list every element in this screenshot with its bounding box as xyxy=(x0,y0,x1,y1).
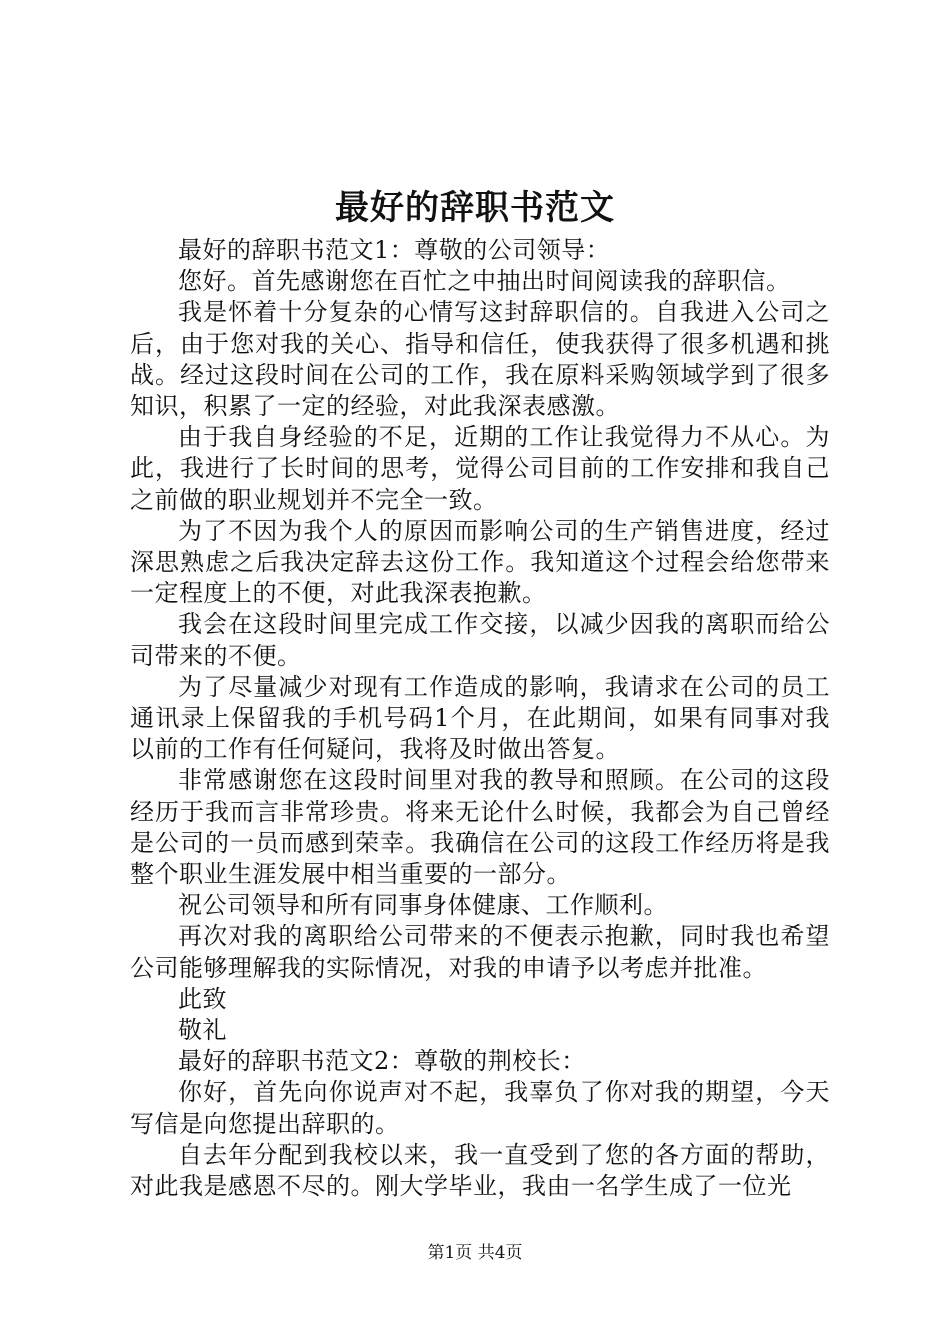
paragraph: 最好的辞职书范文2：尊敬的荆校长： xyxy=(178,1047,586,1076)
document-body xyxy=(130,235,830,1202)
paragraph: 祝公司领导和所有同事身体健康、工作顺利。 xyxy=(178,891,668,920)
document-title: 最好的辞职书范文 xyxy=(335,188,615,228)
paragraph: 你好，首先向你说声对不起，我辜负了你对我的期望，今天写信是向您提出辞职的。 xyxy=(130,1078,830,1138)
paragraph: 为了尽量减少对现有工作造成的影响，我请求在公司的员工通讯录上保留我的手机号码1个月，在此期间，如果有同事对我以前的工作有任何疑问，我将及时做出答复。 xyxy=(130,672,830,764)
page-number: 第1页 共4页 xyxy=(427,1243,523,1263)
paragraph: 为了不因为我个人的原因而影响公司的生产销售进度，经过深思熟虑之后我决定辞去这份工作。我知道这个过程会给您带来一定程度上的不便，对此我深表抱歉。 xyxy=(130,516,830,608)
closing-line: 此致 xyxy=(178,984,227,1013)
paragraph: 我会在这段时间里完成工作交接，以减少因我的离职而给公司带来的不便。 xyxy=(130,610,830,670)
paragraph: 最好的辞职书范文1：尊敬的公司领导： xyxy=(178,236,611,264)
paragraph: 由于我自身经验的不足，近期的工作让我觉得力不从心。为此，我进行了长时间的思考，觉得公司目前的工作安排和我自己之前做的职业规划并不完全一致。 xyxy=(130,423,830,514)
paragraph: 自去年分配到我校以来，我一直受到了您的各方面的帮助，对此我是感恩不尽的。刚大学毕业，我由一名学生成了一位光 xyxy=(130,1140,830,1201)
paragraph: 非常感谢您在这段时间里对我的教导和照顾。在公司的这段经历于我而言非常珍贵。将来无论什么时候，我都会为自己曾经是公司的一员而感到荣幸。我确信在公司的这段工作经历将是我整个职业生涯发展中相当重要的一部分。 xyxy=(130,766,830,889)
paragraph: 再次对我的离职给公司带来的不便表示抱歉，同时我也希望公司能够理解我的实际情况，对我的申请予以考虑并批准。 xyxy=(130,922,830,982)
paragraph: 您好。首先感谢您在百忙之中抽出时间阅读我的辞职信。 xyxy=(178,267,791,296)
closing-salute: 敬礼 xyxy=(178,1016,227,1045)
paragraph: 我是怀着十分复杂的心情写这封辞职信的。自我进入公司之后，由于您对我的关心、指导和信任，使我获得了很多机遇和挑战。经过这段时间在公司的工作，我在原料采购领域学到了很多知识，积累了一定的经验，对此我深表感激。 xyxy=(130,298,830,421)
